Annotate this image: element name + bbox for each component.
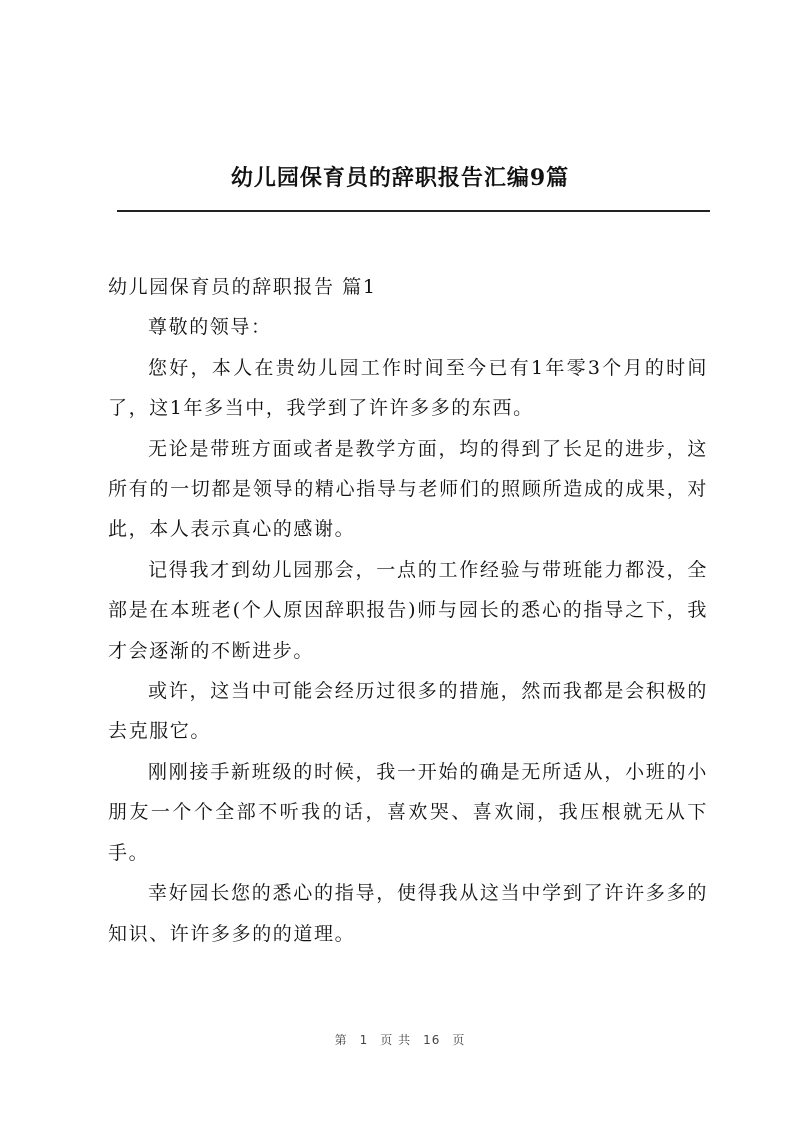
section-heading: 幼儿园保育员的辞职报告 篇1 bbox=[108, 276, 377, 298]
body-paragraph: 幸好园长您的悉心的指导，使得我从这当中学到了许许多多的知识、许许多多的的道理。 bbox=[108, 882, 708, 945]
body-paragraph: 记得我才到幼儿园那会，一点的工作经验与带班能力都没，全部是在本班老(个人原因辞职报告)师与园长的悉心的指导之下，我才会逐渐的不断进步。 bbox=[108, 558, 708, 662]
footer-suffix: 页 bbox=[452, 1033, 466, 1047]
document-title: 幼儿园保育员的辞职报告汇编9篇 bbox=[230, 165, 570, 191]
body-paragraph: 无论是带班方面或者是教学方面，均的得到了长足的进步，这所有的一切都是领导的精心指导与老师们的照顾所造成的成果，对此，本人表示真心的感谢。 bbox=[108, 437, 708, 541]
footer-middle: 页 共 bbox=[380, 1033, 412, 1047]
body-paragraph: 刚刚接手新班级的时候，我一开始的确是无所适从，小班的小朋友一个个全部不听我的话，喜欢哭、喜欢闹，我压根就无从下手。 bbox=[108, 760, 708, 864]
footer-total-pages: 16 bbox=[423, 1033, 441, 1047]
title-divider bbox=[117, 210, 710, 212]
footer-page-number: 1 bbox=[359, 1033, 369, 1047]
body-paragraph: 您好，本人在贵幼儿园工作时间至今已有1年零3个月的时间了，这1年多当中，我学到了许许多多的东西。 bbox=[108, 356, 708, 420]
body-paragraph: 或许，这当中可能会经历过很多的措施，然而我都是会积极的去克服它。 bbox=[108, 680, 708, 743]
document-body bbox=[108, 267, 708, 954]
salutation: 尊敬的领导： bbox=[148, 316, 272, 339]
page-footer bbox=[0, 1031, 800, 1048]
footer-prefix: 第 bbox=[334, 1033, 348, 1047]
